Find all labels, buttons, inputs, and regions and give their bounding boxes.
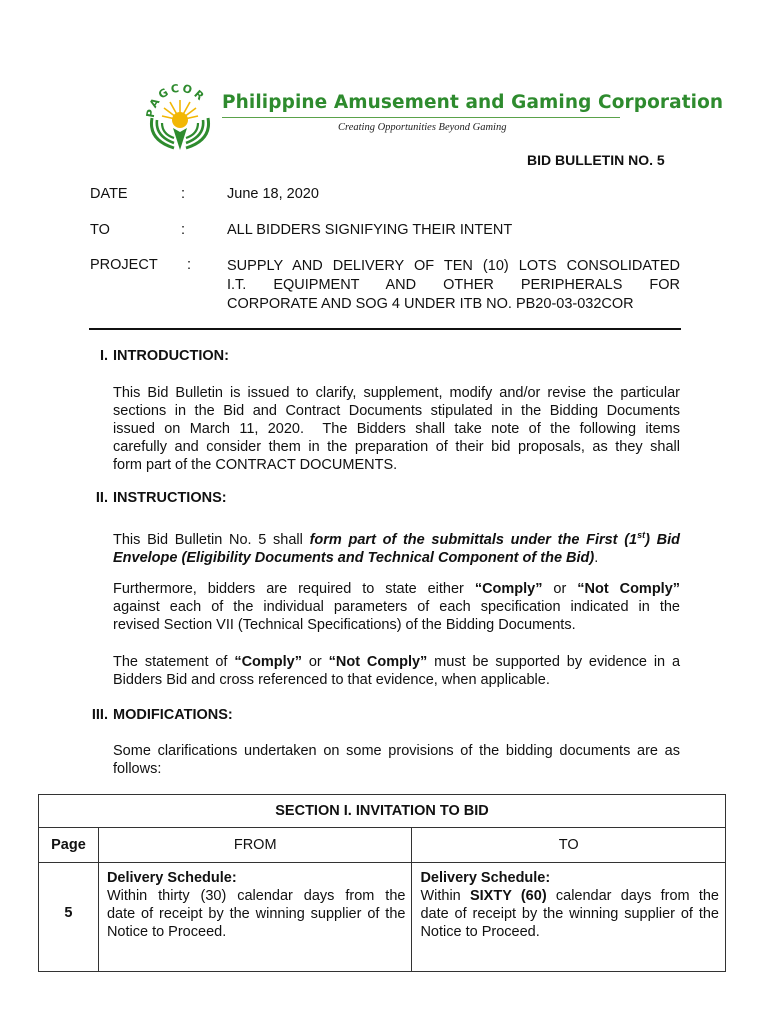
paragraph-line: follows: xyxy=(113,761,162,777)
paragraph-line: against each of the individual parameters of each specification indicated in the xyxy=(113,599,680,615)
to-cell xyxy=(412,863,726,972)
project-line: I.T. EQUIPMENT AND OTHER PERIPHERALS FOR xyxy=(227,277,680,293)
page-cell: 5 xyxy=(39,863,99,972)
instructions-paragraph-1 xyxy=(113,526,680,567)
paragraph-line: carefully and consider them in the preparation of their bid proposals, as they shall xyxy=(113,439,680,455)
to-line: Within SIXTY (60) calendar days from the xyxy=(420,888,720,904)
modifications-table xyxy=(38,794,726,972)
column-header-page: Page xyxy=(39,828,99,863)
paragraph-line: form part of the CONTRACT DOCUMENTS. xyxy=(113,457,398,473)
column-header-to: TO xyxy=(412,828,726,863)
header-divider xyxy=(89,328,681,330)
bulletin-number: BID BULLETIN NO. 5 xyxy=(527,152,665,168)
section-title-modifications: MODIFICATIONS: xyxy=(113,707,233,723)
to-title: Delivery Schedule: xyxy=(420,870,551,886)
from-title: Delivery Schedule: xyxy=(106,870,237,886)
project-colon: : xyxy=(187,257,192,273)
column-header-from: FROM xyxy=(98,828,412,863)
organization-name: Philippine Amusement and Gaming Corporation xyxy=(222,92,724,113)
pagcor-logo xyxy=(140,78,220,152)
paragraph-line: Envelope (Eligibility Documents and Technical Component of the Bid). xyxy=(113,549,599,566)
to-line: date of receipt by the winning supplier of the xyxy=(420,906,719,922)
paragraph-line: issued on March 11, 2020. The Bidders shall take note of the following items xyxy=(113,421,680,437)
pagcor-sunburst-icon xyxy=(140,78,220,152)
section-number: I. xyxy=(99,348,108,364)
to-label: TO xyxy=(90,222,110,238)
paragraph-line: This Bid Bulletin is issued to clarify, supplement, modify and/or revise the particular xyxy=(113,385,680,401)
letterhead-divider xyxy=(222,117,620,118)
section-title-instructions: INSTRUCTIONS: xyxy=(113,490,227,506)
to-value: ALL BIDDERS SIGNIFYING THEIR INTENT xyxy=(227,222,513,238)
paragraph-line: The statement of “Comply” or “Not Comply” must be supported by evidence in a xyxy=(113,654,681,670)
instructions-paragraph-3 xyxy=(113,653,680,689)
organization-tagline: Creating Opportunities Beyond Gaming xyxy=(338,122,507,133)
table-row xyxy=(39,863,726,972)
to-line: Notice to Proceed. xyxy=(420,924,540,940)
introduction-paragraph xyxy=(113,384,680,474)
project-label: PROJECT xyxy=(90,257,158,273)
paragraph-line: Some clarifications undertaken on some provisions of the bidding documents are as xyxy=(113,743,680,759)
paragraph-line: Bidders Bid and cross referenced to that evidence, when applicable. xyxy=(113,672,550,688)
logo-lettering: PAGCOR xyxy=(143,81,209,119)
from-line: Notice to Proceed. xyxy=(106,924,227,940)
instructions-paragraph-2 xyxy=(113,580,680,634)
from-line: Within thirty (30) calendar days from the xyxy=(106,888,406,904)
paragraph-line: sections in the Bid and Contract Documents stipulated in the Bidding Documents xyxy=(113,403,680,419)
paragraph-line: This Bid Bulletin No. 5 shall form part of the submittals under the First (1st) Bid xyxy=(113,530,681,548)
project-line: SUPPLY AND DELIVERY OF TEN (10) LOTS CONSOLIDATED xyxy=(227,258,680,274)
project-line: CORPORATE AND SOG 4 UNDER ITB NO. PB20-03-032COR xyxy=(227,296,634,312)
date-value: June 18, 2020 xyxy=(227,186,319,202)
paragraph-line: revised Section VII (Technical Specifications) of the Bidding Documents. xyxy=(113,617,576,633)
modifications-paragraph xyxy=(113,742,680,778)
date-label: DATE xyxy=(90,186,128,202)
section-number: III. xyxy=(91,707,108,723)
from-cell xyxy=(98,863,412,972)
date-colon: : xyxy=(181,186,186,202)
project-value xyxy=(227,257,680,314)
section-number: II. xyxy=(95,490,108,506)
paragraph-line: Furthermore, bidders are required to state either “Comply” or “Not Comply” xyxy=(113,581,681,597)
section-title-introduction: INTRODUCTION: xyxy=(113,348,229,364)
from-line: date of receipt by the winning supplier of the xyxy=(106,906,406,922)
table-caption: SECTION I. INVITATION TO BID xyxy=(39,795,726,828)
to-colon: : xyxy=(181,222,186,238)
